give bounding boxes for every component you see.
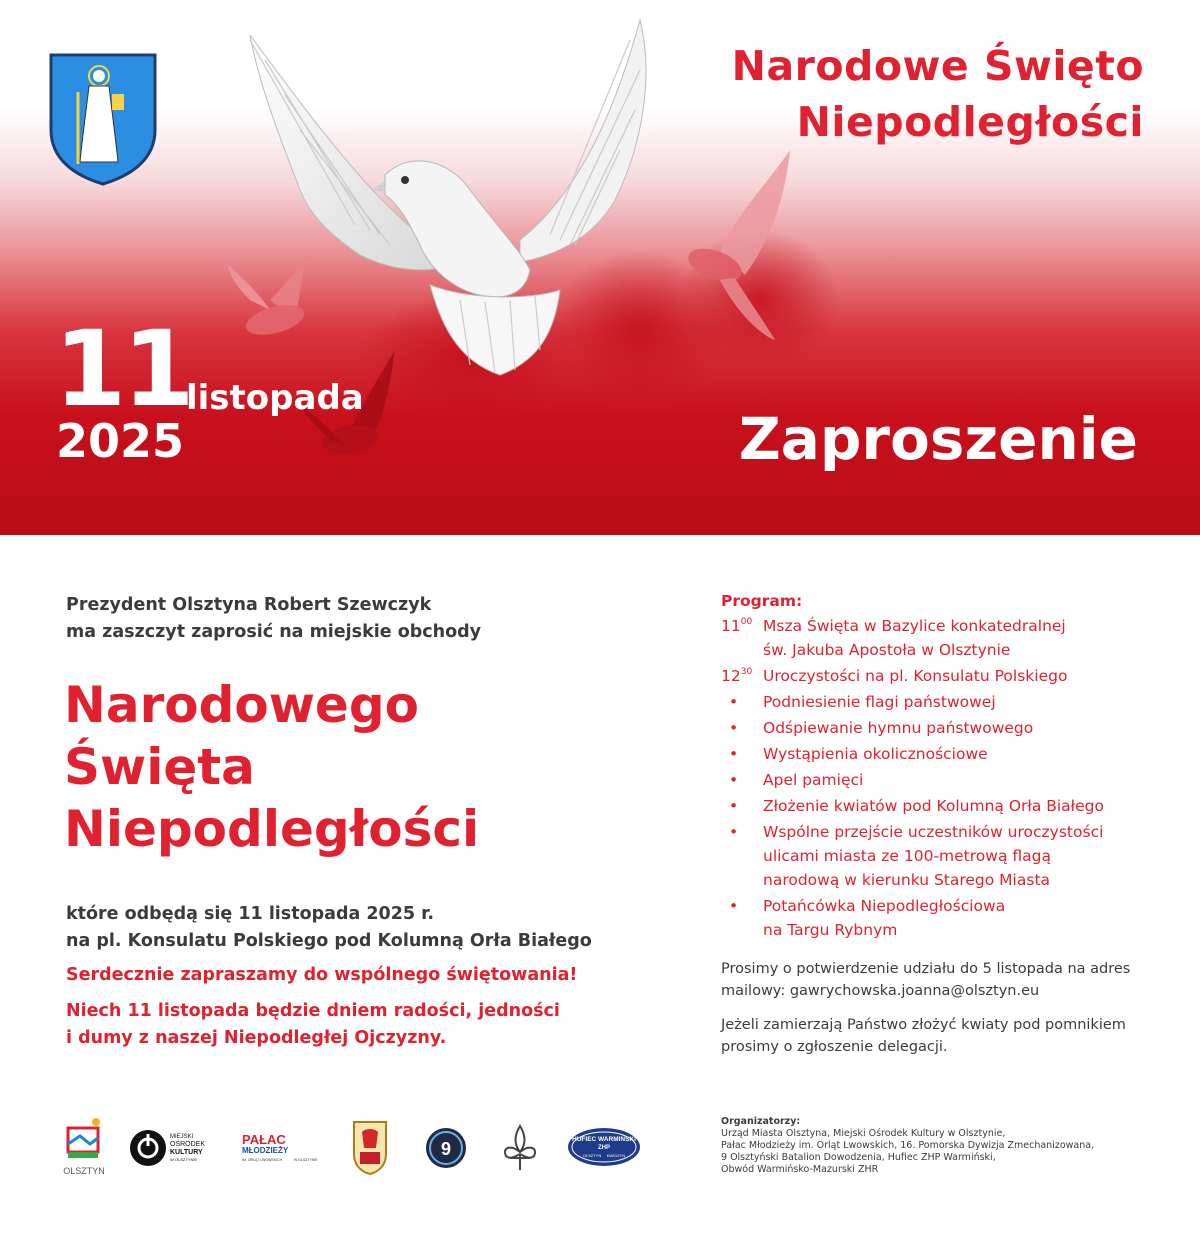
event-details-line: które odbędą się 11 listopada 2025 r. [66,904,434,924]
program-hour: 11 [721,617,741,635]
program-item [721,690,1161,714]
hufiec-logo-text: KWIDZYN [606,1153,626,1158]
wish-note [66,998,560,1052]
program-item-text: Podniesienie flagi państwowej [763,693,996,711]
mok-logo-text: W OLSZTYNIE [170,1157,198,1162]
program-item [721,742,1161,766]
division-emblem-logo [350,1118,390,1176]
program-item [721,820,1161,892]
program-item-text: Uroczystości na pl. Konsulatu Polskiego [763,667,1068,685]
olsztyn-coat-of-arms [48,52,158,186]
program-item [721,664,1161,688]
program-bullet: • [729,771,739,789]
program-item-text: Apel pamięci [763,771,864,789]
program-item [721,716,1161,740]
banner [0,0,1200,535]
program-item-text: Wystąpienia okolicznościowe [763,745,988,763]
partner-logos [60,1114,660,1180]
flowers-note: Jeżeli zamierzają Państwo złożyć kwiaty pod pomnikiem prosimy o zgłoszenie delegacji. [721,1017,1126,1055]
intro-line: ma zaszczyt zaprosić na miejskie obchody [66,622,482,642]
rsvp-note: Prosimy o potwierdzenie udziału do 5 listopada na adres mailowy: gawrychowska.joanna@olsztyn.eu [721,961,1131,999]
mok-logo-text: KULTURY [170,1149,203,1156]
program-item-text: Odśpiewanie hymnu państwowego [763,719,1034,737]
program-bullet: • [729,797,739,815]
program-bullet: • [729,719,739,737]
mok-logo [130,1128,220,1168]
palac-logo-text: W OLSZTYNIE [294,1158,318,1162]
program-time [721,664,763,688]
intro-text [66,592,481,646]
program-title: Program: [721,592,803,610]
hufiec-logo-text: OLSZTYN [582,1153,602,1158]
palac-mlodziezy-logo [238,1132,322,1164]
organizers-title: Organizatorzy: [721,1116,801,1127]
organizers [721,1116,1161,1176]
program-item-text: Msza Święta w Bazylice konkatedralnej św. Jakuba Apostoła w Olsztynie [763,617,1066,659]
palac-logo-text: PAŁAC [242,1132,286,1147]
celebration-title-line: Święta [64,738,255,796]
program-item-text: Złożenie kwiatów pod Kolumną Orła Białego [763,797,1104,815]
celebration-title-line: Narodowego [64,676,419,734]
event-details-line: na pl. Konsulatu Polskiego pod Kolumną Orła Białego [66,931,592,951]
program-minutes: 00 [740,617,753,627]
hufiec-logo-text: HUFIEC WARMIŃSKI [572,1136,636,1143]
program-item [721,794,1161,818]
batalion-logo [424,1126,468,1170]
celebration-title [64,674,479,860]
mok-logo-text: OŚRODEK [170,1141,206,1148]
intro-line: Prezydent Olsztyna Robert Szewczyk [66,595,432,615]
date-year: 2025 [56,414,185,468]
program-bullet: • [729,693,739,711]
zhr-lily-logo [498,1122,542,1174]
program-hour: 12 [721,667,741,685]
header-title [732,38,1144,150]
program-list [721,614,1161,942]
program-time [721,614,763,662]
red-dove-left [228,250,310,340]
program-bullet: • [729,897,739,915]
wish-line: i dumy z naszej Niepodległej Ojczyzny. [66,1028,447,1048]
batalion-logo-text: 9 [440,1139,452,1159]
program-bullet: • [729,823,739,841]
program-bullet: • [729,745,739,763]
olsztyn-logo-text: OLSZTYN [63,1166,105,1176]
program-minutes: 30 [740,667,753,677]
invitation-heading: Zaproszenie [738,405,1138,473]
mok-logo-text: MIEJSKI [170,1134,194,1140]
wish-line: Niech 11 listopada będzie dniem radości, jedności [66,1001,560,1021]
header-title-line: Niepodległości [796,98,1144,146]
olsztyn-logo [60,1114,110,1180]
program-item [721,768,1161,792]
program-item-text: Wspólne przejście uczestników uroczystości ulicami miasta ze 100-metrową flagą narodową w kierunku Starego Miasta [763,823,1104,889]
palac-logo-text: MŁODZIEŻY [242,1146,289,1155]
program-item [721,614,1161,662]
program-item [721,894,1161,942]
invite-note: Serdecznie zapraszamy do wspólnego świętowania! [66,965,578,985]
header-title-line: Narodowe Święto [731,42,1144,90]
date-month: listopada [186,378,364,418]
program-item-text: Potańcówka Niepodległościowa na Targu Rybnym [763,897,1006,939]
program [721,590,1161,944]
event-details [66,901,592,955]
palac-logo-text: IM. ORLĄT LWOWSKICH [242,1158,283,1162]
celebration-title-line: Niepodległości [64,800,480,858]
hufiec-logo-text: ZHP [598,1145,610,1151]
hufiec-logo [566,1126,642,1168]
organizers-text: Urząd Miasta Olsztyna, Miejski Ośrodek Kultury w Olsztynie, Pałac Młodzieży im. Orląt Lwowskich, 16. Pomorska Dywizja Zmechanizowana, 9 Olsztyński Batalion Dowodzenia, Hufiec ZHP Warmiński, Obwód Warmińsko-Mazurski ZHR [721,1128,1095,1175]
date-day: 11 [54,308,191,430]
